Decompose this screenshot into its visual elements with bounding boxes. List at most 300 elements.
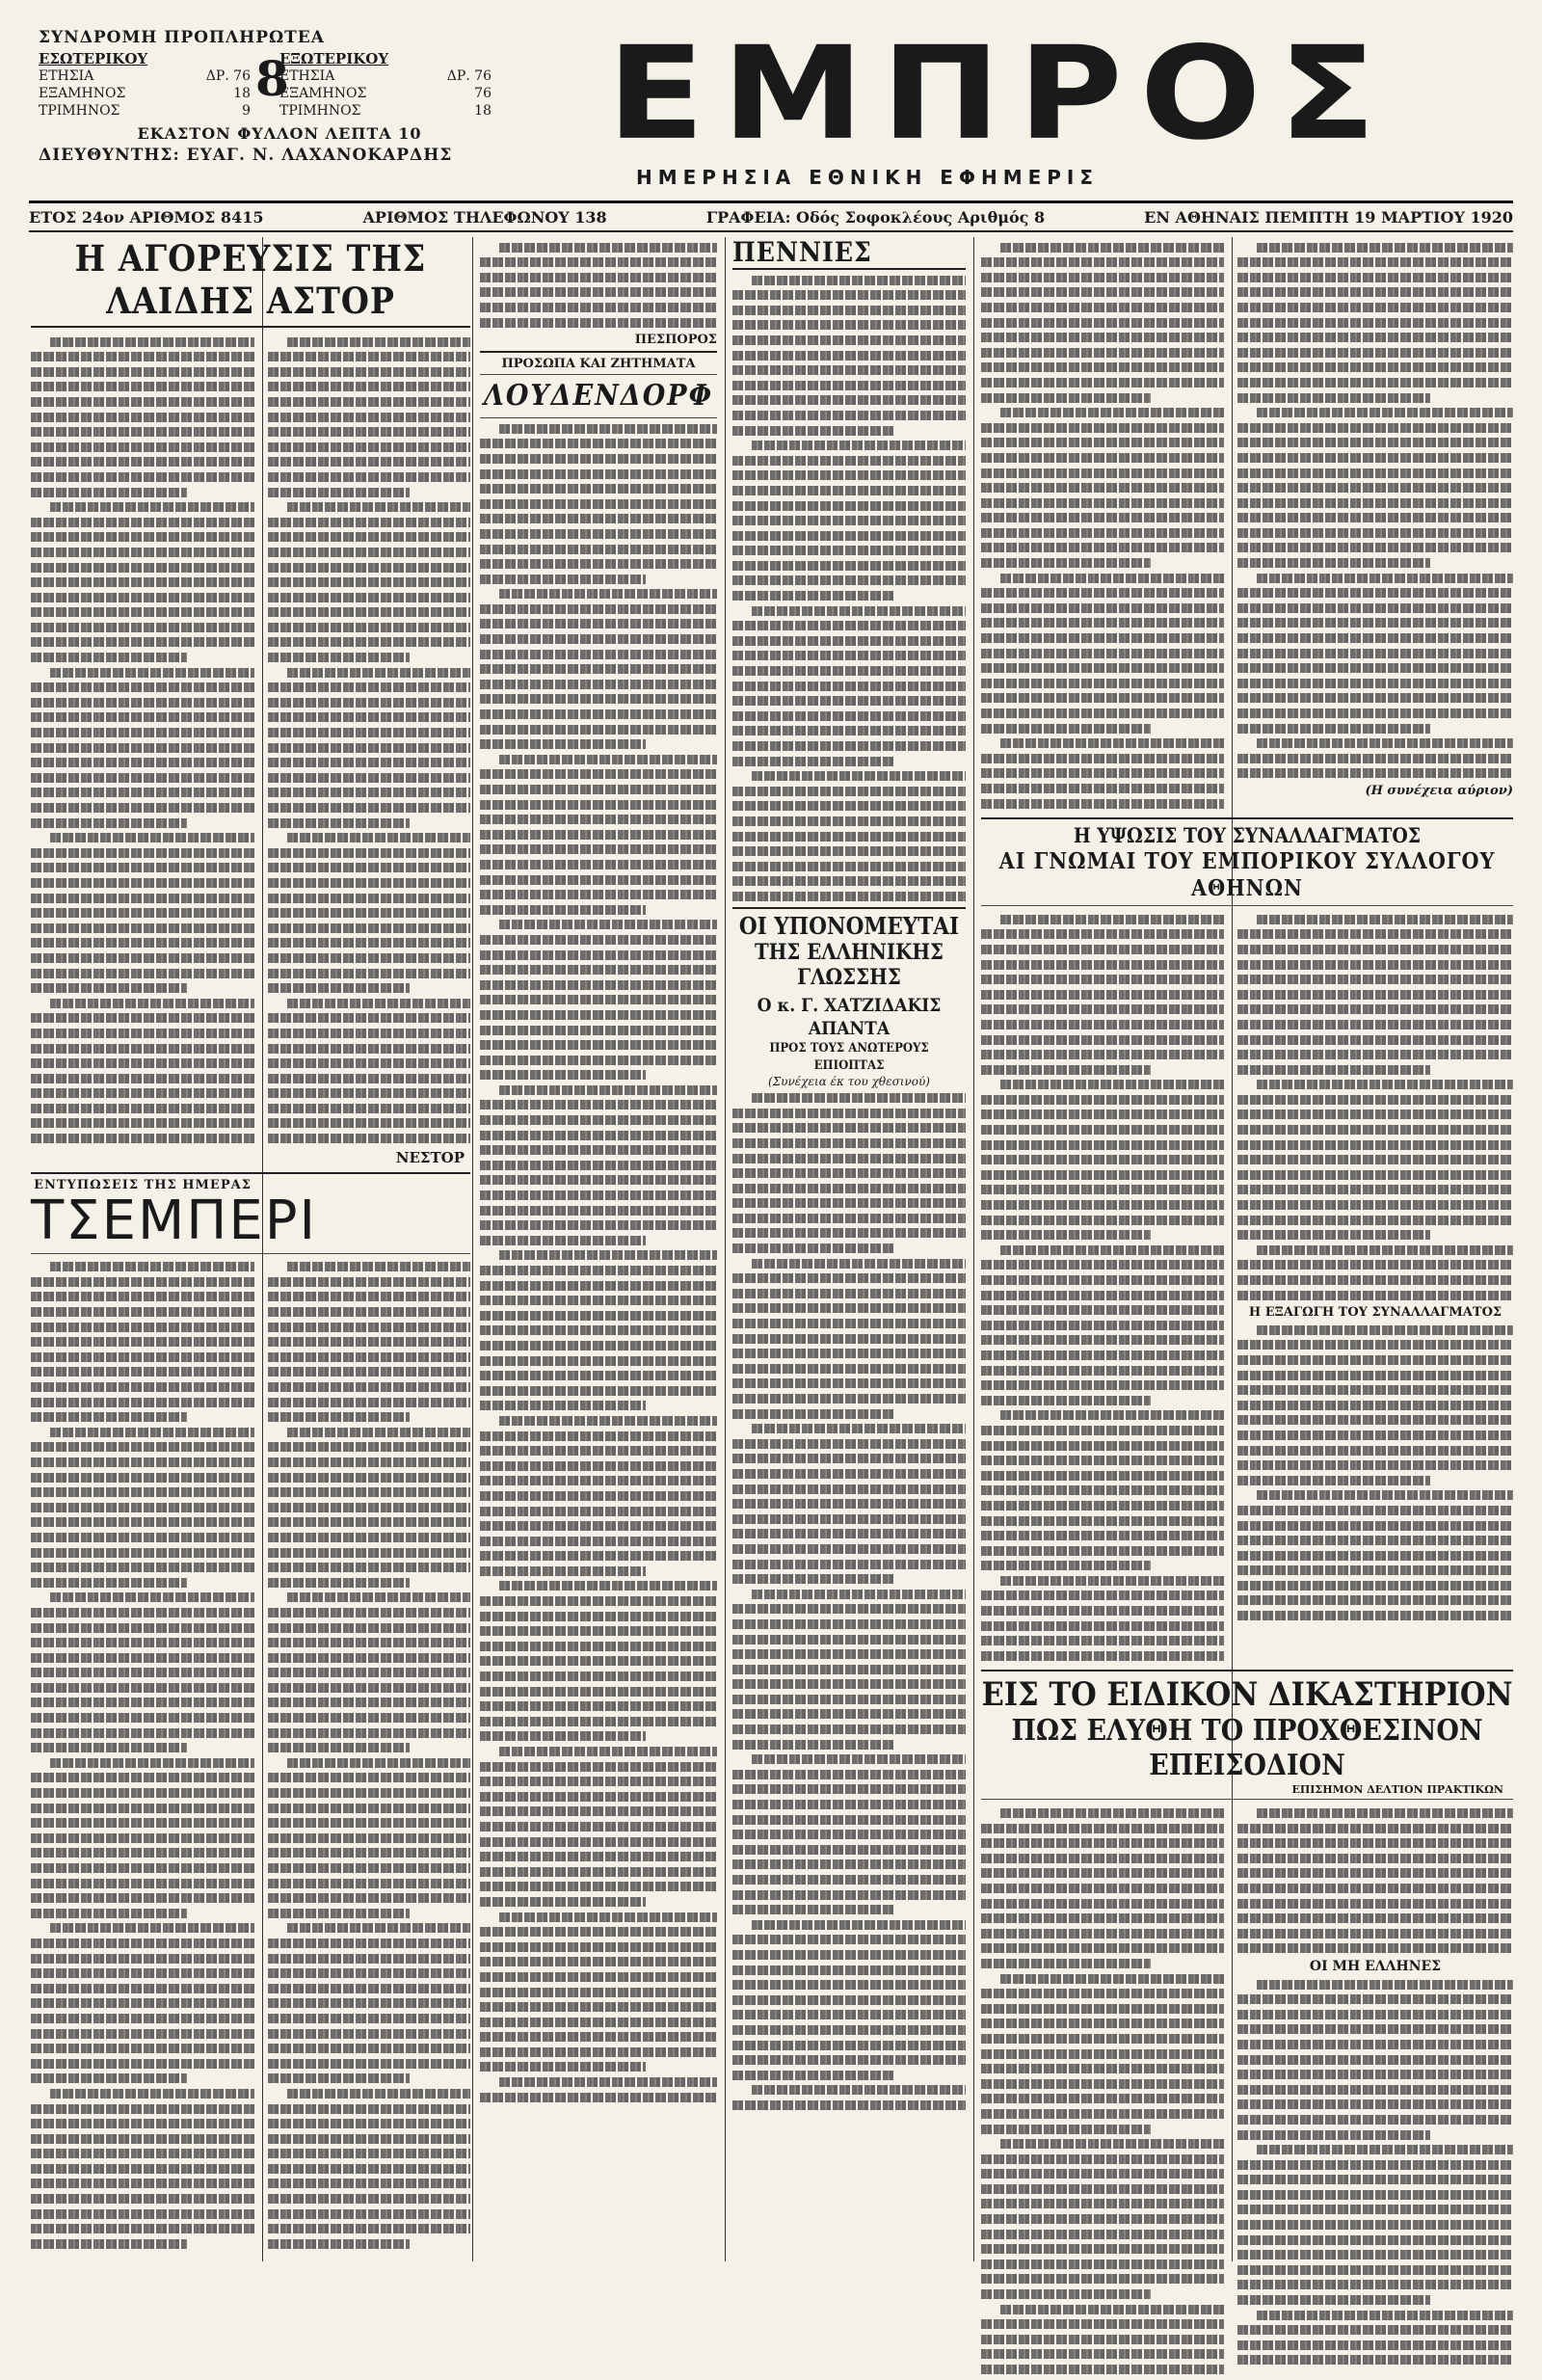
text-line: [499, 1416, 717, 1426]
foreign-label: ΕΞΩΤΕΡΙΚΟΥ: [279, 50, 389, 67]
text-line: [31, 1517, 254, 1527]
text-line: [732, 2071, 895, 2080]
text-line: [981, 2365, 1224, 2374]
text-line: [981, 1350, 1224, 1360]
text-line: [287, 668, 470, 678]
article-body: [1237, 915, 1513, 1300]
text-line: [50, 2089, 254, 2099]
text-line: [480, 1131, 717, 1140]
text-line: [1237, 588, 1513, 598]
text-line: [268, 894, 470, 903]
text-line: [480, 2032, 717, 2042]
text-line: [1237, 453, 1513, 463]
text-line: [981, 1004, 1224, 1014]
text-line: [732, 1649, 966, 1659]
text-line: [732, 1784, 966, 1794]
text-line: [268, 1517, 470, 1527]
text-line: [268, 1118, 470, 1128]
text-line: [268, 1533, 470, 1542]
text-line: [31, 1029, 254, 1038]
text-line: [732, 1875, 966, 1885]
subscription-title: ΣΥΝΔΡΟΜΗ ΠΡΟΠΛΗΡΩΤΕΑ: [39, 28, 325, 47]
text-line: [480, 634, 717, 644]
text-line: [732, 1138, 966, 1148]
text-line: [480, 2062, 646, 2072]
text-line: [499, 1250, 717, 1260]
text-line: [1000, 1576, 1224, 1586]
text-line: [981, 1868, 1224, 1878]
text-line: [268, 773, 470, 783]
text-line: [50, 1592, 254, 1602]
text-line: [981, 945, 1224, 954]
text-line: [480, 680, 717, 689]
text-line: [732, 846, 966, 856]
text-line: [752, 771, 966, 781]
text-line: [480, 1806, 717, 1816]
article-body: [31, 332, 254, 1149]
text-line: [268, 2059, 470, 2069]
text-line: [1237, 528, 1513, 538]
text-line: [732, 1574, 895, 1584]
text-line: [480, 1537, 717, 1546]
text-line: [1237, 1200, 1513, 1210]
continuation-note: (Η συνέχεια αύριον): [1365, 783, 1513, 798]
text-line: [732, 1499, 966, 1509]
text-line: [1000, 915, 1224, 924]
text-line: [31, 983, 187, 993]
text-line: [981, 1591, 1224, 1600]
text-line: [480, 454, 717, 464]
text-line: [480, 1566, 646, 1576]
text-line: [1257, 1245, 1513, 1255]
text-line: [732, 501, 966, 511]
text-line: [480, 1461, 717, 1471]
text-line: [732, 1228, 966, 1238]
text-line: [1237, 929, 1513, 939]
text-line: [268, 1984, 470, 1993]
text-line: [268, 367, 470, 377]
text-line: [480, 575, 646, 584]
text-line: [752, 2085, 966, 2095]
text-line: [981, 1185, 1224, 1194]
text-line: [1257, 1490, 1513, 1500]
text-line: [480, 1972, 717, 1982]
text-line: [732, 1725, 966, 1734]
text-line: [1237, 2055, 1513, 2065]
text-line: [981, 754, 1224, 763]
text-line: [981, 1621, 1224, 1631]
text-line: [480, 2047, 717, 2057]
text-line: [480, 1476, 717, 1485]
text-line: [31, 563, 254, 573]
text-line: [981, 618, 1224, 628]
text-line: [981, 1854, 1224, 1863]
text-line: [31, 2149, 254, 2158]
text-line: [31, 623, 254, 632]
text-line: [981, 1321, 1224, 1330]
text-line: [981, 1531, 1224, 1540]
text-line: [732, 1890, 966, 1900]
text-line: [1237, 423, 1513, 433]
text-line: [268, 1653, 470, 1663]
text-line: [268, 1578, 410, 1588]
text-line: [480, 1777, 717, 1786]
text-line: [480, 905, 646, 915]
text-line: [268, 427, 470, 437]
text-line: [1237, 1355, 1513, 1365]
text-line: [31, 1382, 254, 1392]
text-line: [1237, 960, 1513, 970]
text-line: [732, 1830, 966, 1839]
text-line: [732, 531, 966, 541]
text-line: [1237, 2235, 1513, 2245]
text-line: [480, 1056, 717, 1065]
text-line: [1237, 273, 1513, 282]
text-line: [752, 276, 966, 285]
text-line: [480, 1897, 646, 1907]
text-line: [1237, 2295, 1430, 2305]
text-line: [1257, 1325, 1513, 1335]
text-line: [268, 1668, 470, 1677]
text-line: [499, 1912, 717, 1922]
text-line: [1237, 1401, 1513, 1410]
text-line: [480, 1100, 717, 1110]
text-line: [268, 1683, 470, 1693]
text-line: [268, 682, 470, 692]
text-line: [981, 1884, 1224, 1893]
article-body: [1237, 243, 1513, 779]
text-line: [732, 1394, 966, 1404]
text-line: [732, 757, 895, 766]
text-line: [480, 1507, 717, 1516]
text-line: [981, 393, 1151, 403]
section-kicker: ΕΝΤΥΠΩΣΕΙΣ ΤΗΣ ΗΜΕΡΑΣ: [34, 1177, 252, 1192]
text-line: [1237, 2190, 1513, 2200]
text-line: [268, 803, 470, 813]
text-line: [1237, 1275, 1513, 1285]
text-line: [732, 2100, 966, 2110]
text-line: [480, 1626, 717, 1636]
text-line: [287, 1592, 470, 1602]
text-line: [480, 287, 717, 297]
text-line: [981, 1260, 1224, 1270]
text-line: [1237, 663, 1513, 673]
text-line: [268, 2164, 470, 2174]
text-line: [268, 1352, 470, 1362]
text-line: [480, 1822, 717, 1832]
newspaper-logo: ΕΜΠΡΟΣ: [607, 18, 1394, 169]
text-line: [268, 1457, 470, 1467]
text-line: [268, 397, 470, 407]
text-line: [981, 468, 1224, 478]
text-line: [1237, 1536, 1513, 1545]
text-line: [31, 1863, 254, 1873]
text-line: [981, 2079, 1224, 2089]
text-line: [31, 2194, 254, 2204]
text-line: [1237, 1371, 1513, 1380]
text-line: [268, 863, 470, 872]
text-line: [480, 619, 717, 628]
text-line: [981, 1959, 1151, 1968]
text-line: [1000, 1410, 1224, 1420]
text-line: [480, 1356, 717, 1366]
text-line: [480, 2018, 717, 2027]
text-line: [1237, 2099, 1513, 2109]
text-line: [732, 1905, 895, 1914]
text-line: [268, 712, 470, 722]
column-3: [480, 237, 717, 2107]
column-rule: [472, 237, 473, 2261]
text-line: [287, 1923, 470, 1933]
text-line: [732, 381, 966, 390]
edition-line: [29, 201, 1513, 232]
text-line: [480, 860, 717, 869]
text-line: [732, 1995, 966, 2005]
text-line: [31, 863, 254, 872]
text-line: [480, 1371, 717, 1380]
text-line: [480, 1145, 717, 1155]
text-line: [480, 273, 717, 282]
text-line: [732, 1740, 895, 1750]
text-line: [31, 2014, 254, 2023]
text-line: [268, 2224, 470, 2233]
text-line: [732, 892, 966, 901]
text-line: [1237, 498, 1513, 508]
text-line: [268, 1337, 470, 1347]
text-line: [268, 577, 470, 587]
text-line: [31, 1473, 254, 1483]
text-line: [480, 890, 717, 899]
text-line: [287, 1758, 470, 1768]
text-line: [268, 728, 470, 737]
text-line: [981, 2049, 1224, 2059]
article-title: ΤΣΕΜΠΕΡΙ: [31, 1189, 318, 1252]
text-line: [499, 424, 717, 434]
text-line: [31, 2029, 254, 2039]
text-line: [31, 637, 254, 647]
text-line: [31, 1134, 254, 1143]
text-line: [31, 2224, 254, 2233]
text-line: [732, 1815, 966, 1825]
text-line: [31, 1683, 254, 1693]
text-line: [732, 351, 966, 361]
text-line: [981, 2319, 1224, 2329]
text-line: [1257, 408, 1513, 417]
text-line: [1237, 2040, 1513, 2049]
text-line: [1237, 1476, 1430, 1485]
text-line: [31, 1367, 254, 1377]
text-line: [31, 1412, 187, 1422]
text-line: [480, 2002, 717, 2012]
text-line: [981, 1170, 1224, 1180]
text-line: [268, 2029, 470, 2039]
text-line: [732, 1950, 966, 1960]
text-line: [1237, 1595, 1513, 1605]
text-line: [1237, 1035, 1513, 1045]
text-line: [268, 848, 470, 858]
article-title: ΠΕΝΝΙΕΣ: [732, 237, 966, 270]
text-line: [1237, 1838, 1513, 1848]
text-line: [732, 682, 966, 691]
text-line: [1237, 1230, 1430, 1240]
text-line: [268, 2179, 470, 2188]
article-body: [732, 1093, 966, 2110]
text-line: [1237, 438, 1513, 447]
text-line: [31, 1292, 254, 1301]
text-line: [1237, 990, 1513, 1000]
text-line: [981, 784, 1224, 793]
text-line: [732, 1529, 966, 1538]
article-body: [1237, 1808, 1513, 1953]
text-line: [981, 799, 1224, 809]
text-line: [480, 1296, 717, 1305]
text-line: [732, 1319, 966, 1328]
text-line: [1237, 1110, 1513, 1119]
text-line: [732, 2055, 966, 2065]
text-line: [732, 1484, 966, 1494]
rate-row: ΤΡΙΜΗΝΟΣ 9: [39, 103, 251, 119]
text-line: [268, 1412, 410, 1422]
text-line: [981, 1155, 1224, 1164]
text-line: [31, 2044, 254, 2053]
text-line: [31, 1909, 187, 1918]
text-line: [31, 1088, 254, 1098]
text-line: [981, 1305, 1224, 1315]
text-line: [480, 875, 717, 885]
text-line: [268, 2239, 410, 2249]
text-line: [268, 457, 470, 467]
text-line: [480, 1010, 717, 1020]
text-line: [31, 1442, 254, 1452]
text-line: [1237, 1824, 1513, 1833]
text-line: [732, 1544, 966, 1554]
text-line: [31, 1352, 254, 1362]
text-line: [981, 2094, 1224, 2103]
text-line: [981, 1546, 1224, 1556]
text-line: [1237, 633, 1513, 643]
text-line: [31, 1939, 254, 1948]
text-line: [268, 1367, 470, 1377]
text-line: [732, 365, 966, 375]
text-line: [752, 1754, 966, 1764]
article-body: [480, 424, 717, 2102]
text-line: [268, 1382, 470, 1392]
text-line: [1237, 257, 1513, 267]
text-line: [480, 1386, 717, 1396]
section-subheading: Η ΕΞΑΓΩΓΗ ΤΟΥ ΣΥΝΑΛΛΑΓΜΑΤΟΣ: [1248, 1305, 1502, 1321]
text-line: [1000, 408, 1224, 417]
text-line: [732, 1635, 966, 1645]
text-line: [268, 2134, 470, 2144]
article-subtitle: Ο κ. Γ. ΧΑΤΖΙΔΑΚΙΣ ΑΠΑΝΤΑ: [757, 994, 942, 1039]
text-line: [981, 2169, 1224, 2179]
text-line: [480, 830, 717, 840]
text-line: [268, 1044, 470, 1054]
text-line: [268, 488, 410, 497]
text-line: [480, 769, 717, 779]
text-line: [31, 848, 254, 858]
text-line: [480, 1175, 717, 1185]
text-line: [31, 548, 254, 557]
text-line: [268, 352, 470, 361]
text-line: [1237, 468, 1513, 478]
text-line: [50, 1923, 254, 1933]
text-line: [31, 352, 254, 361]
text-line: [732, 1243, 895, 1253]
text-line: [287, 1262, 470, 1271]
text-line: [31, 1893, 254, 1903]
article-title: ΕΙΣ ΤΟ ΕΙΔΙΚΟΝ ΔΙΚΑΣΤΗΡΙΟΝ: [981, 1675, 1513, 1715]
text-line: [981, 1485, 1224, 1495]
text-line: [732, 621, 966, 630]
text-line: [268, 969, 470, 978]
text-line: [1237, 1868, 1513, 1878]
text-line: [981, 1125, 1224, 1135]
text-line: [1257, 1080, 1513, 1089]
text-line: [268, 698, 470, 708]
text-line: [1237, 1431, 1513, 1440]
text-line: [268, 818, 410, 828]
text-line: [981, 2214, 1224, 2224]
text-line: [480, 318, 717, 328]
year-number: ΕΤΟΣ 24ον ΑΡΙΘΜΟΣ 8415: [29, 207, 264, 227]
text-line: [1000, 1808, 1224, 1818]
text-line: [1237, 1994, 1513, 2004]
text-line: [268, 1698, 470, 1707]
text-line: [1237, 1565, 1513, 1575]
text-line: [1237, 1884, 1513, 1893]
text-line: [981, 1200, 1224, 1210]
text-line: [1237, 1611, 1513, 1620]
text-line: [268, 518, 470, 527]
text-line: [268, 1487, 470, 1497]
text-line: [480, 800, 717, 810]
text-line: [732, 1454, 966, 1463]
text-line: [981, 257, 1224, 267]
text-line: [981, 2230, 1224, 2239]
text-line: [1237, 2024, 1513, 2034]
text-line: [31, 1984, 254, 1993]
text-line: [31, 1337, 254, 1347]
text-line: [31, 923, 254, 933]
text-line: [981, 929, 1224, 939]
text-line: [31, 442, 254, 452]
text-line: [31, 457, 254, 467]
text-line: [31, 712, 254, 722]
text-line: [31, 1044, 254, 1054]
text-line: [732, 787, 966, 796]
article-title: Η ΥΨΩΣΙΣ ΤΟΥ ΣΥΝΑΛΛΑΓΜΑΤΟΣ: [1073, 823, 1422, 848]
text-line: [981, 2125, 1151, 2134]
text-line: [981, 588, 1224, 598]
masthead: [0, 0, 1542, 193]
text-line: [1237, 2280, 1513, 2289]
text-line: [732, 1168, 966, 1178]
section-kicker: ΠΡΟΣΩΠΑ ΚΑΙ ΖΗΤΗΜΑΤΑ: [501, 357, 696, 372]
text-line: [480, 1551, 717, 1561]
text-line: [1237, 543, 1513, 552]
text-line: [31, 1074, 254, 1083]
text-line: [1237, 1854, 1513, 1863]
text-line: [732, 1349, 966, 1358]
text-line: [268, 607, 470, 617]
text-line: [732, 1364, 966, 1374]
text-line: [480, 1957, 717, 1966]
text-line: [981, 1516, 1224, 1526]
text-line: [732, 2025, 966, 2035]
article-body: [981, 909, 1224, 1666]
text-line: [981, 333, 1224, 342]
